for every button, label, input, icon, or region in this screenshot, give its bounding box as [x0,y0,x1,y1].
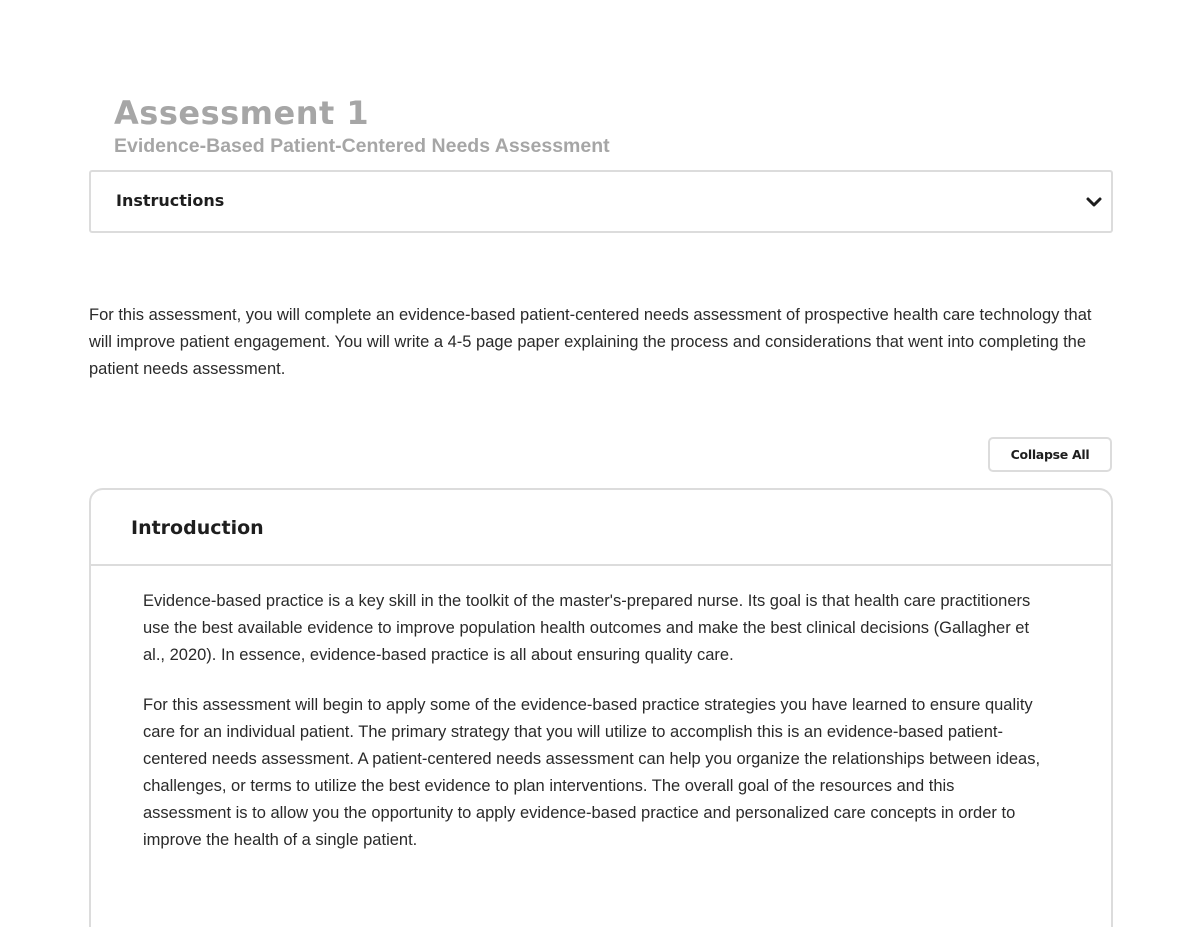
introduction-paragraph: Evidence-based practice is a key skill in the toolkit of the master's-prepared nurse. Its goal is that health care practitioners use the best available evidence to improve population health outcomes and make the best clinical decisions (Gallagher et al., 2020). In essence, evidence-based practice is all about ensuring quality care. [143,592,1031,664]
section-heading: Introduction [131,517,264,539]
introduction-section [89,488,1113,927]
assessment-overview: For this assessment, you will complete an evidence-based patient-centered needs assessment of prospective health care technology that will improve patient engagement. You will write a 4-5 page paper explaining the process and considerations that went into completing the patient needs assessment. [89,306,1092,378]
instructions-panel[interactable] [89,170,1113,233]
introduction-paragraph: For this assessment will begin to apply some of the evidence-based practice strategies you have learned to ensure quality care for an individual patient. The primary strategy that you will utilize to accomplish this is an evidence-based patient-centered needs assessment. A patient-centered needs assessment can help you organize the relationships between ideas, challenges, or terms to utilize the best evidence to plan interventions. The overall goal of the resources and this assessment is to allow you the opportunity to apply evidence-based practice and personalized care concepts in order to improve the health of a single patient. [143,696,1041,849]
page-title: Assessment 1 [114,94,370,132]
chevron-down-icon[interactable] [1083,191,1105,213]
instructions-label: Instructions [116,191,225,210]
page-subtitle: Evidence-Based Patient-Centered Needs Assessment [114,135,610,157]
introduction-section-body [143,588,1043,877]
collapse-all-button[interactable]: Collapse All [988,437,1112,472]
introduction-section-header[interactable] [91,490,1111,566]
